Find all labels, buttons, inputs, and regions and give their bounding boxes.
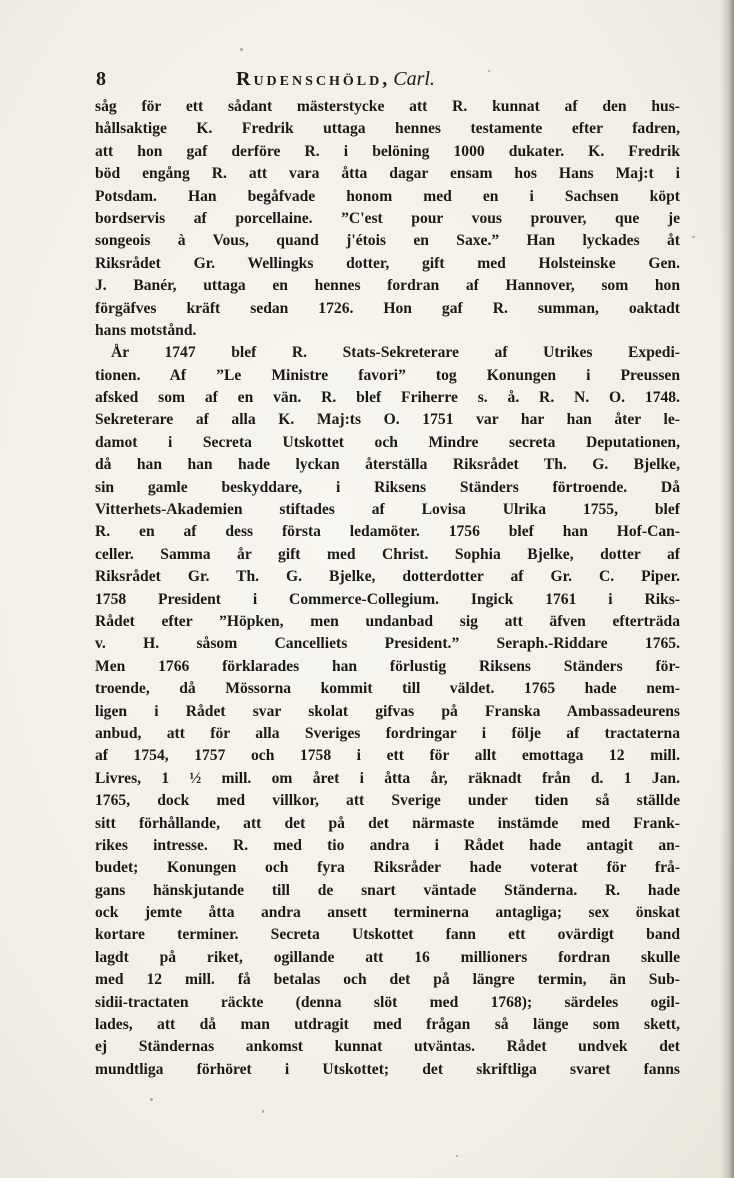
text-line: Men 1766 förklarades han förlustig Riksens Ständers för- [95,657,680,675]
text-line: af 1754, 1757 och 1758 i ett för allt emottaga 12 mill. [95,747,680,765]
running-head [96,66,656,92]
page-edge-shadow [720,0,734,1178]
text-line: bordservis af porcellaine. ”C'est pour vous prouver, que je [95,209,680,227]
text-line: gans hänskjutande till de snart väntade Ständerna. R. hade [95,881,680,899]
text-line: J. Banér, uttaga en hennes fordran af Hannover, som hon [95,277,680,295]
text-line: Riksrådet Gr. Wellingks dotter, gift med Holsteinske Gen. [95,254,680,272]
text-line: År 1747 blef R. Stats-Sekreterare af Utrikes Expedi- [111,344,680,362]
text-line: budet; Konungen och fyra Riksråder hade voterat för frå- [95,859,680,877]
text-line: damot i Secreta Utskottet och Mindre secreta Deputationen, [95,433,680,451]
text-line: 1765, dock med villkor, att Sverige under tiden så ställde [95,792,680,810]
text-line: Livres, 1 ½ mill. om året i åtta år, räknadt från d. 1 Jan. [95,769,680,787]
paper-speck [456,1155,458,1157]
text-line: songeois à Vous, quand j'étois en Saxe.” Han lyckades åt [95,232,680,250]
text-line: anbud, att för alla Sveriges fordringar i följe af tractaterna [95,724,680,742]
text-line: såg för ett sådant mästerstycke att R. kunnat af den hus- [95,98,680,115]
body-text [95,96,680,1081]
text-line: ej Ständernas ankomst kunnat utväntas. Rådet undvek det [95,1038,680,1056]
text-line: Riksrådet Gr. Th. G. Bjelke, dotterdotter af Gr. C. Piper. [95,568,680,586]
text-line: hans motstånd. [95,321,197,339]
text-line: ock jemte åtta andra ansett terminerna antagliga; sex önskat [95,904,680,922]
text-line: böd engång R. att vara åtta dagar ensam hos Hans Maj:t i [95,165,680,183]
text-line: afsked som af en vän. R. blef Friherre s. å. R. N. O. 1748. [95,389,680,407]
text-line: troende, då Mössorna kommit till väldet. 1765 hade nem- [95,680,680,698]
text-line: R. en af dess första ledamöter. 1756 blef han Hof-Can- [95,523,680,541]
text-line: ligen i Rådet svar skolat gifvas på Franska Ambassadeurens [95,702,680,720]
paper-speck [262,1110,264,1113]
text-line: hållsaktige K. Fredrik uttaga hennes testamente efter fadren, [95,120,680,138]
running-head-separator: , [382,68,388,90]
text-line: Potsdam. Han begåfvade honom med en i Sachsen köpt [95,187,680,205]
text-line: förgäfves kräft sedan 1726. Hon gaf R. summan, oaktadt [95,299,680,317]
running-head-given-name: Carl. [393,68,435,90]
page-number: 8 [96,68,106,90]
text-line: mundtliga förhöret i Utskottet; det skriftliga svaret fanns [95,1060,680,1078]
text-line: lades, att då man utdragit med frågan så länge som skett, [95,1016,680,1034]
text-line: v. H. såsom Cancelliets President.” Seraph.-Riddare 1765. [95,635,680,653]
text-line: då han han hade lyckan återställa Riksrådet Th. G. Bjelke, [95,456,680,474]
text-line: sidii-tractaten räckte (denna slöt med 1768); särdeles ogil- [95,993,680,1011]
text-line: 1758 President i Commerce-Collegium. Ingick 1761 i Riks- [95,590,680,608]
text-line: Sekreterare af alla K. Maj:ts O. 1751 var har han åter le- [95,411,680,429]
text-line: med 12 mill. få betalas och det på längre termin, än Sub- [95,971,680,989]
paper-speck [488,70,490,72]
text-line: att hon gaf derföre R. i belöning 1000 dukater. K. Fredrik [95,142,680,160]
text-line: lagdt på riket, ogillande att 16 millioners fordran skulle [95,948,680,966]
text-line: sitt förhållande, att det på det närmaste instämde med Frank- [95,814,680,832]
text-line: celler. Samma år gift med Christ. Sophia Bjelke, dotter af [95,545,680,563]
paper-speck [692,236,695,238]
text-line: rikes intresse. R. med tio andra i Rådet hade antagit an- [95,836,680,854]
text-line: Vitterhets-Akademien stiftades af Lovisa Ulrika 1755, blef [95,501,680,519]
paper-speck [240,48,243,51]
paper-speck [150,1098,153,1101]
running-head-surname: Rudenschöld [236,68,383,90]
text-line: sin gamle beskyddare, i Riksens Ständers förtroende. Då [95,478,680,496]
text-line: Rådet efter ”Höpken, men undanbad sig att äfven efterträda [95,612,680,630]
text-line: tionen. Af ”Le Ministre favori” tog Konungen i Preussen [95,366,680,384]
text-line: kortare terminer. Secreta Utskottet fann ett ovärdigt band [95,926,680,944]
